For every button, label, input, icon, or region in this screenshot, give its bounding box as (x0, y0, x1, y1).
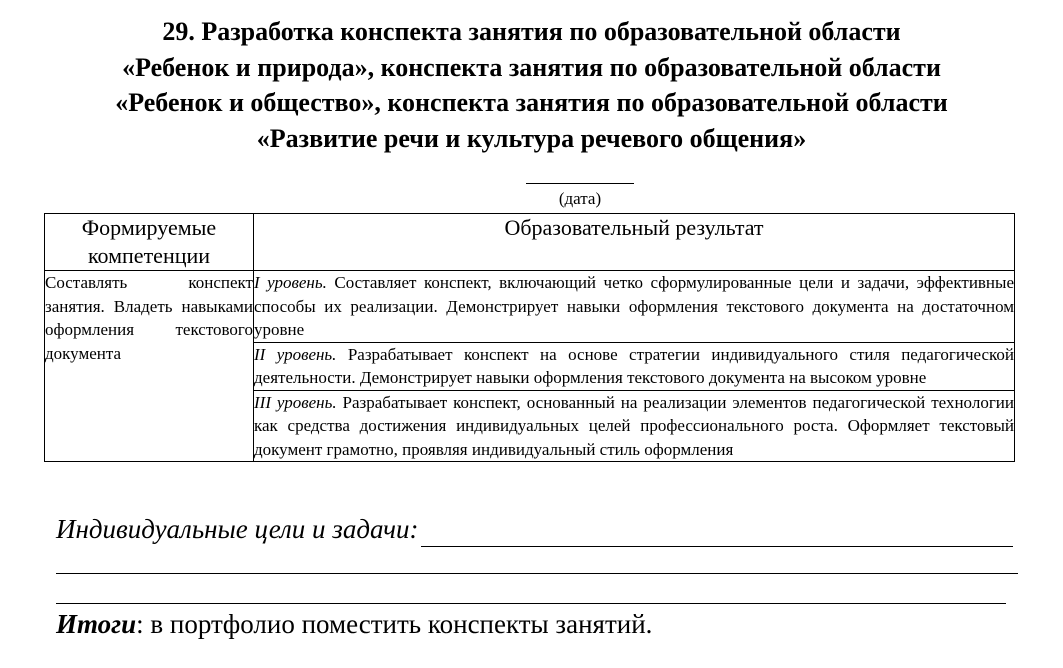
individual-goals-line (56, 511, 1013, 547)
title-line-1: 29. Разработка конспекта занятия по образовательной области (162, 17, 901, 46)
table-row (45, 271, 1015, 343)
blank-fill-line (56, 573, 1018, 574)
level-1-cell (254, 271, 1015, 343)
level-2-label: II уровень. (254, 344, 337, 364)
goals-fill-line (421, 515, 1013, 547)
results-text: : в портфолио поместить конспекты занятий. (136, 609, 653, 639)
level-1-text: Составляет конспект, включающий четко сформулированные цели и задачи, эффективные способы их реализации. Демонстрирует навыки оформления текстового документа на достаточном уровне (254, 273, 1015, 339)
header-educational-result: Образовательный результат (254, 214, 1015, 271)
level-2-text: Разрабатывает конспект на основе стратегии индивидуального стиля педагогической деятельности. Демонстрирует навыки оформления текстового документа на высоком уровне (254, 344, 1014, 387)
date-blank-line (526, 183, 634, 184)
header-competencies: Формируемые компетенции (45, 214, 254, 271)
title-line-4: «Развитие речи и культура речевого общения» (256, 123, 807, 153)
competency-cell: Составлять конспект занятия. Владеть навыками оформления текстового документа (45, 271, 254, 462)
level-1-label: I уровень. (254, 273, 327, 292)
date-caption: (дата) (558, 189, 602, 208)
individual-goals-colon: : (409, 514, 419, 544)
individual-goals-label: Индивидуальные цели и задачи (56, 514, 410, 544)
table-header-row (45, 214, 1015, 271)
blank-fill-line (56, 603, 1006, 604)
document-title (0, 14, 1063, 156)
level-3-cell (254, 390, 1015, 462)
level-2-cell (254, 342, 1015, 390)
title-line-3: «Ребенок и общество», конспекта занятия по образовательной области (115, 88, 948, 117)
competency-results-table (44, 213, 1015, 462)
results-label: Итоги (56, 609, 137, 639)
level-3-text: Разрабатывает конспект, основанный на реализации элементов педагогической технологии как средства достижения индивидуальных целей профессионального роста. Оформляет текстовый документ грамотно, проявляя индивидуальный стиль оформления (254, 392, 1014, 459)
title-line-2: «Ребенок и природа», конспекта занятия по образовательной области (122, 52, 941, 82)
results-line (56, 606, 1016, 642)
level-3-label: III уровень. (254, 392, 337, 412)
